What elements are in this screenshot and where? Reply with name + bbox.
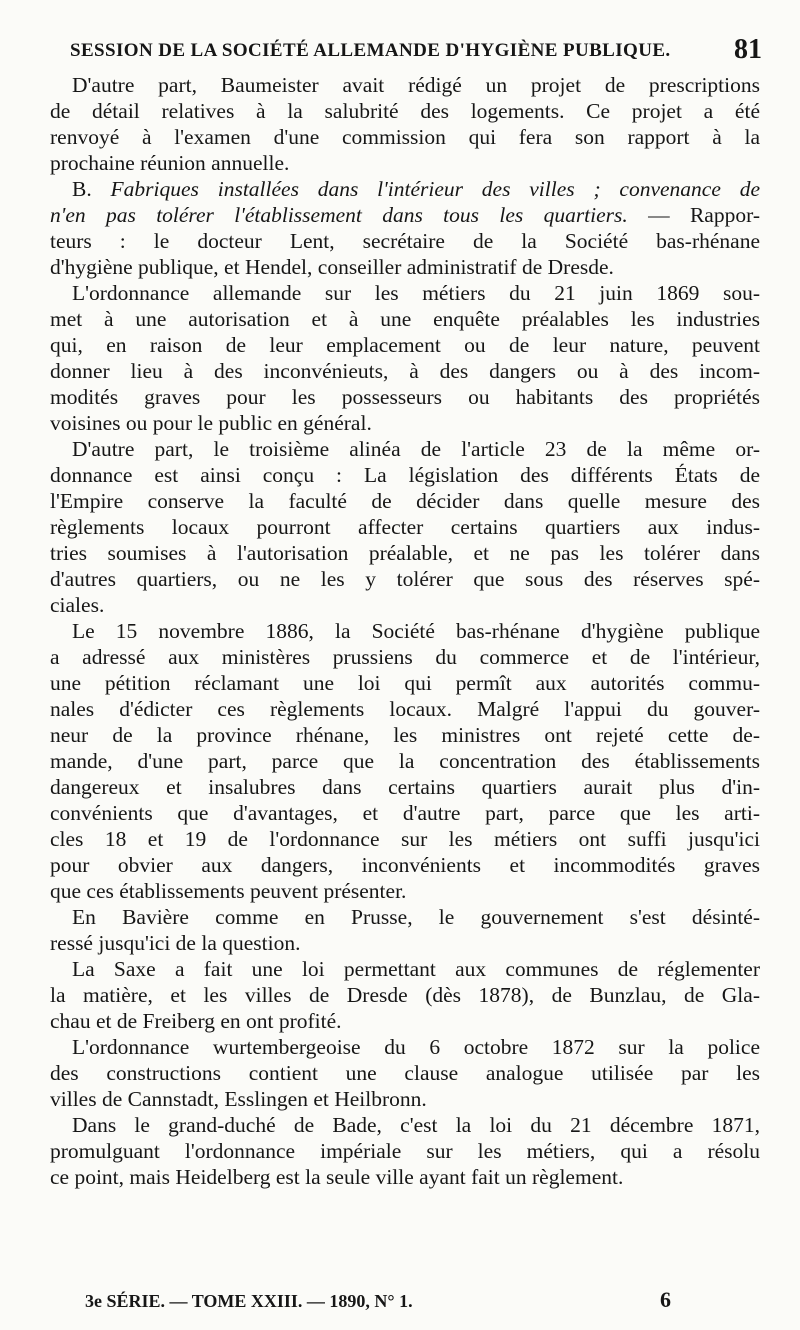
signature-mark: 3e SÉRIE. — TOME XXIII. — 1890, N° 1. xyxy=(85,1291,413,1311)
paragraph xyxy=(50,280,760,436)
paragraph xyxy=(50,904,760,956)
text-line: mande, d'une part, parce que la concentration des établissements xyxy=(50,749,760,773)
text-line: D'autre part, Baumeister avait rédigé un projet de prescriptions xyxy=(72,73,760,97)
paragraph xyxy=(50,1034,760,1112)
page-footer xyxy=(0,1287,800,1317)
paragraph xyxy=(50,176,760,280)
text-line: met à une autorisation et à une enquête préalables les industries xyxy=(50,307,760,331)
text-line: pour obvier aux dangers, inconvénients et incommodités graves xyxy=(50,853,760,877)
text-line: l'Empire conserve la faculté de décider dans quelle mesure des xyxy=(50,489,760,513)
text-line: Dans le grand-duché de Bade, c'est la loi du 21 décembre 1871, xyxy=(72,1113,760,1137)
text-line: L'ordonnance allemande sur les métiers du 21 juin 1869 sou- xyxy=(72,281,760,305)
body-text xyxy=(50,72,760,1190)
italic-title: Fabriques installées dans l'intérieur des villes ; convenance de xyxy=(110,177,760,201)
text-line: ressé jusqu'ici de la question. xyxy=(50,931,301,955)
text-line: En Bavière comme en Prusse, le gouvernement s'est désinté- xyxy=(72,905,760,929)
text-line: une pétition réclamant une loi qui permît aux autorités commu- xyxy=(50,671,760,695)
text-line: a adressé aux ministères prussiens du commerce et de l'intérieur, xyxy=(50,645,760,669)
text-line: ce point, mais Heidelberg est la seule ville ayant fait un règlement. xyxy=(50,1165,624,1189)
text-line: d'hygiène publique, et Hendel, conseiller administratif de Dresde. xyxy=(50,255,614,279)
page-header xyxy=(0,34,800,68)
text-line: nales d'édicter ces règlements locaux. Malgré l'appui du gouver- xyxy=(50,697,760,721)
text-line: de détail relatives à la salubrité des logements. Ce projet a été xyxy=(50,99,760,123)
paragraph xyxy=(50,1112,760,1190)
italic-title: n'en pas tolérer l'établissement dans tous les quartiers. xyxy=(50,203,628,227)
text-line: des constructions contient une clause analogue utilisée par les xyxy=(50,1061,760,1085)
text-line: voisines ou pour le public en général. xyxy=(50,411,372,435)
text-line: villes de Cannstadt, Esslingen et Heilbronn. xyxy=(50,1087,427,1111)
text-line: promulguant l'ordonnance impériale sur les métiers, qui a résolu xyxy=(50,1139,760,1163)
running-head: SESSION DE LA SOCIÉTÉ ALLEMANDE D'HYGIÈNE PUBLIQUE. xyxy=(70,40,671,61)
text-line: donnance est ainsi conçu : La législation des différents États de xyxy=(50,463,760,487)
text-line: donner lieu à des inconvénieuts, à des dangers ou à des incom- xyxy=(50,359,760,383)
text-line: cles 18 et 19 de l'ordonnance sur les métiers ont suffi jusqu'ici xyxy=(50,827,760,851)
paragraph xyxy=(50,436,760,618)
text-line: renvoyé à l'examen d'une commission qui fera son rapport à la xyxy=(50,125,760,149)
text-line: qui, en raison de leur emplacement ou de leur nature, peuvent xyxy=(50,333,760,357)
text-line: dangereux et insalubres dans certains quartiers aurait plus d'in- xyxy=(50,775,760,799)
text-line: n'en pas tolérer l'établissement dans tous les quartiers. — Rappor- xyxy=(50,203,760,227)
text-line: Le 15 novembre 1886, la Société bas-rhénane d'hygiène publique xyxy=(72,619,760,643)
paragraph xyxy=(50,956,760,1034)
text-line: La Saxe a fait une loi permettant aux communes de réglementer xyxy=(72,957,760,981)
text-line: que ces établissements peuvent présenter. xyxy=(50,879,407,903)
text-line: règlements locaux pourront affecter certains quartiers aux indus- xyxy=(50,515,760,539)
paragraph xyxy=(50,72,760,176)
text-line: D'autre part, le troisième alinéa de l'article 23 de la même or- xyxy=(72,437,760,461)
text-line: tries soumises à l'autorisation préalable, et ne pas les tolérer dans xyxy=(50,541,760,565)
text-line: teurs : le docteur Lent, secrétaire de la Société bas-rhénane xyxy=(50,229,760,253)
text-line: prochaine réunion annuelle. xyxy=(50,151,290,175)
text-line: chau et de Freiberg en ont profité. xyxy=(50,1009,342,1033)
text-line: L'ordonnance wurtembergeoise du 6 octobre 1872 sur la police xyxy=(72,1035,760,1059)
text-line: ciales. xyxy=(50,593,105,617)
text-line: B. Fabriques installées dans l'intérieur des villes ; convenance de xyxy=(72,177,760,201)
text-line: modités graves pour les possesseurs ou habitants des propriétés xyxy=(50,385,760,409)
text-line: d'autres quartiers, ou ne les y tolérer que sous des réserves spé- xyxy=(50,567,760,591)
text-line: convénients que d'avantages, et d'autre part, parce que les arti- xyxy=(50,801,760,825)
paragraph xyxy=(50,618,760,904)
text-line: la matière, et les villes de Dresde (dès 1878), de Bunzlau, de Gla- xyxy=(50,983,760,1007)
sheet-number: 6 xyxy=(660,1287,671,1312)
page-number: 81 xyxy=(734,34,762,65)
text-line: neur de la province rhénane, les ministres ont rejeté cette de- xyxy=(50,723,760,747)
